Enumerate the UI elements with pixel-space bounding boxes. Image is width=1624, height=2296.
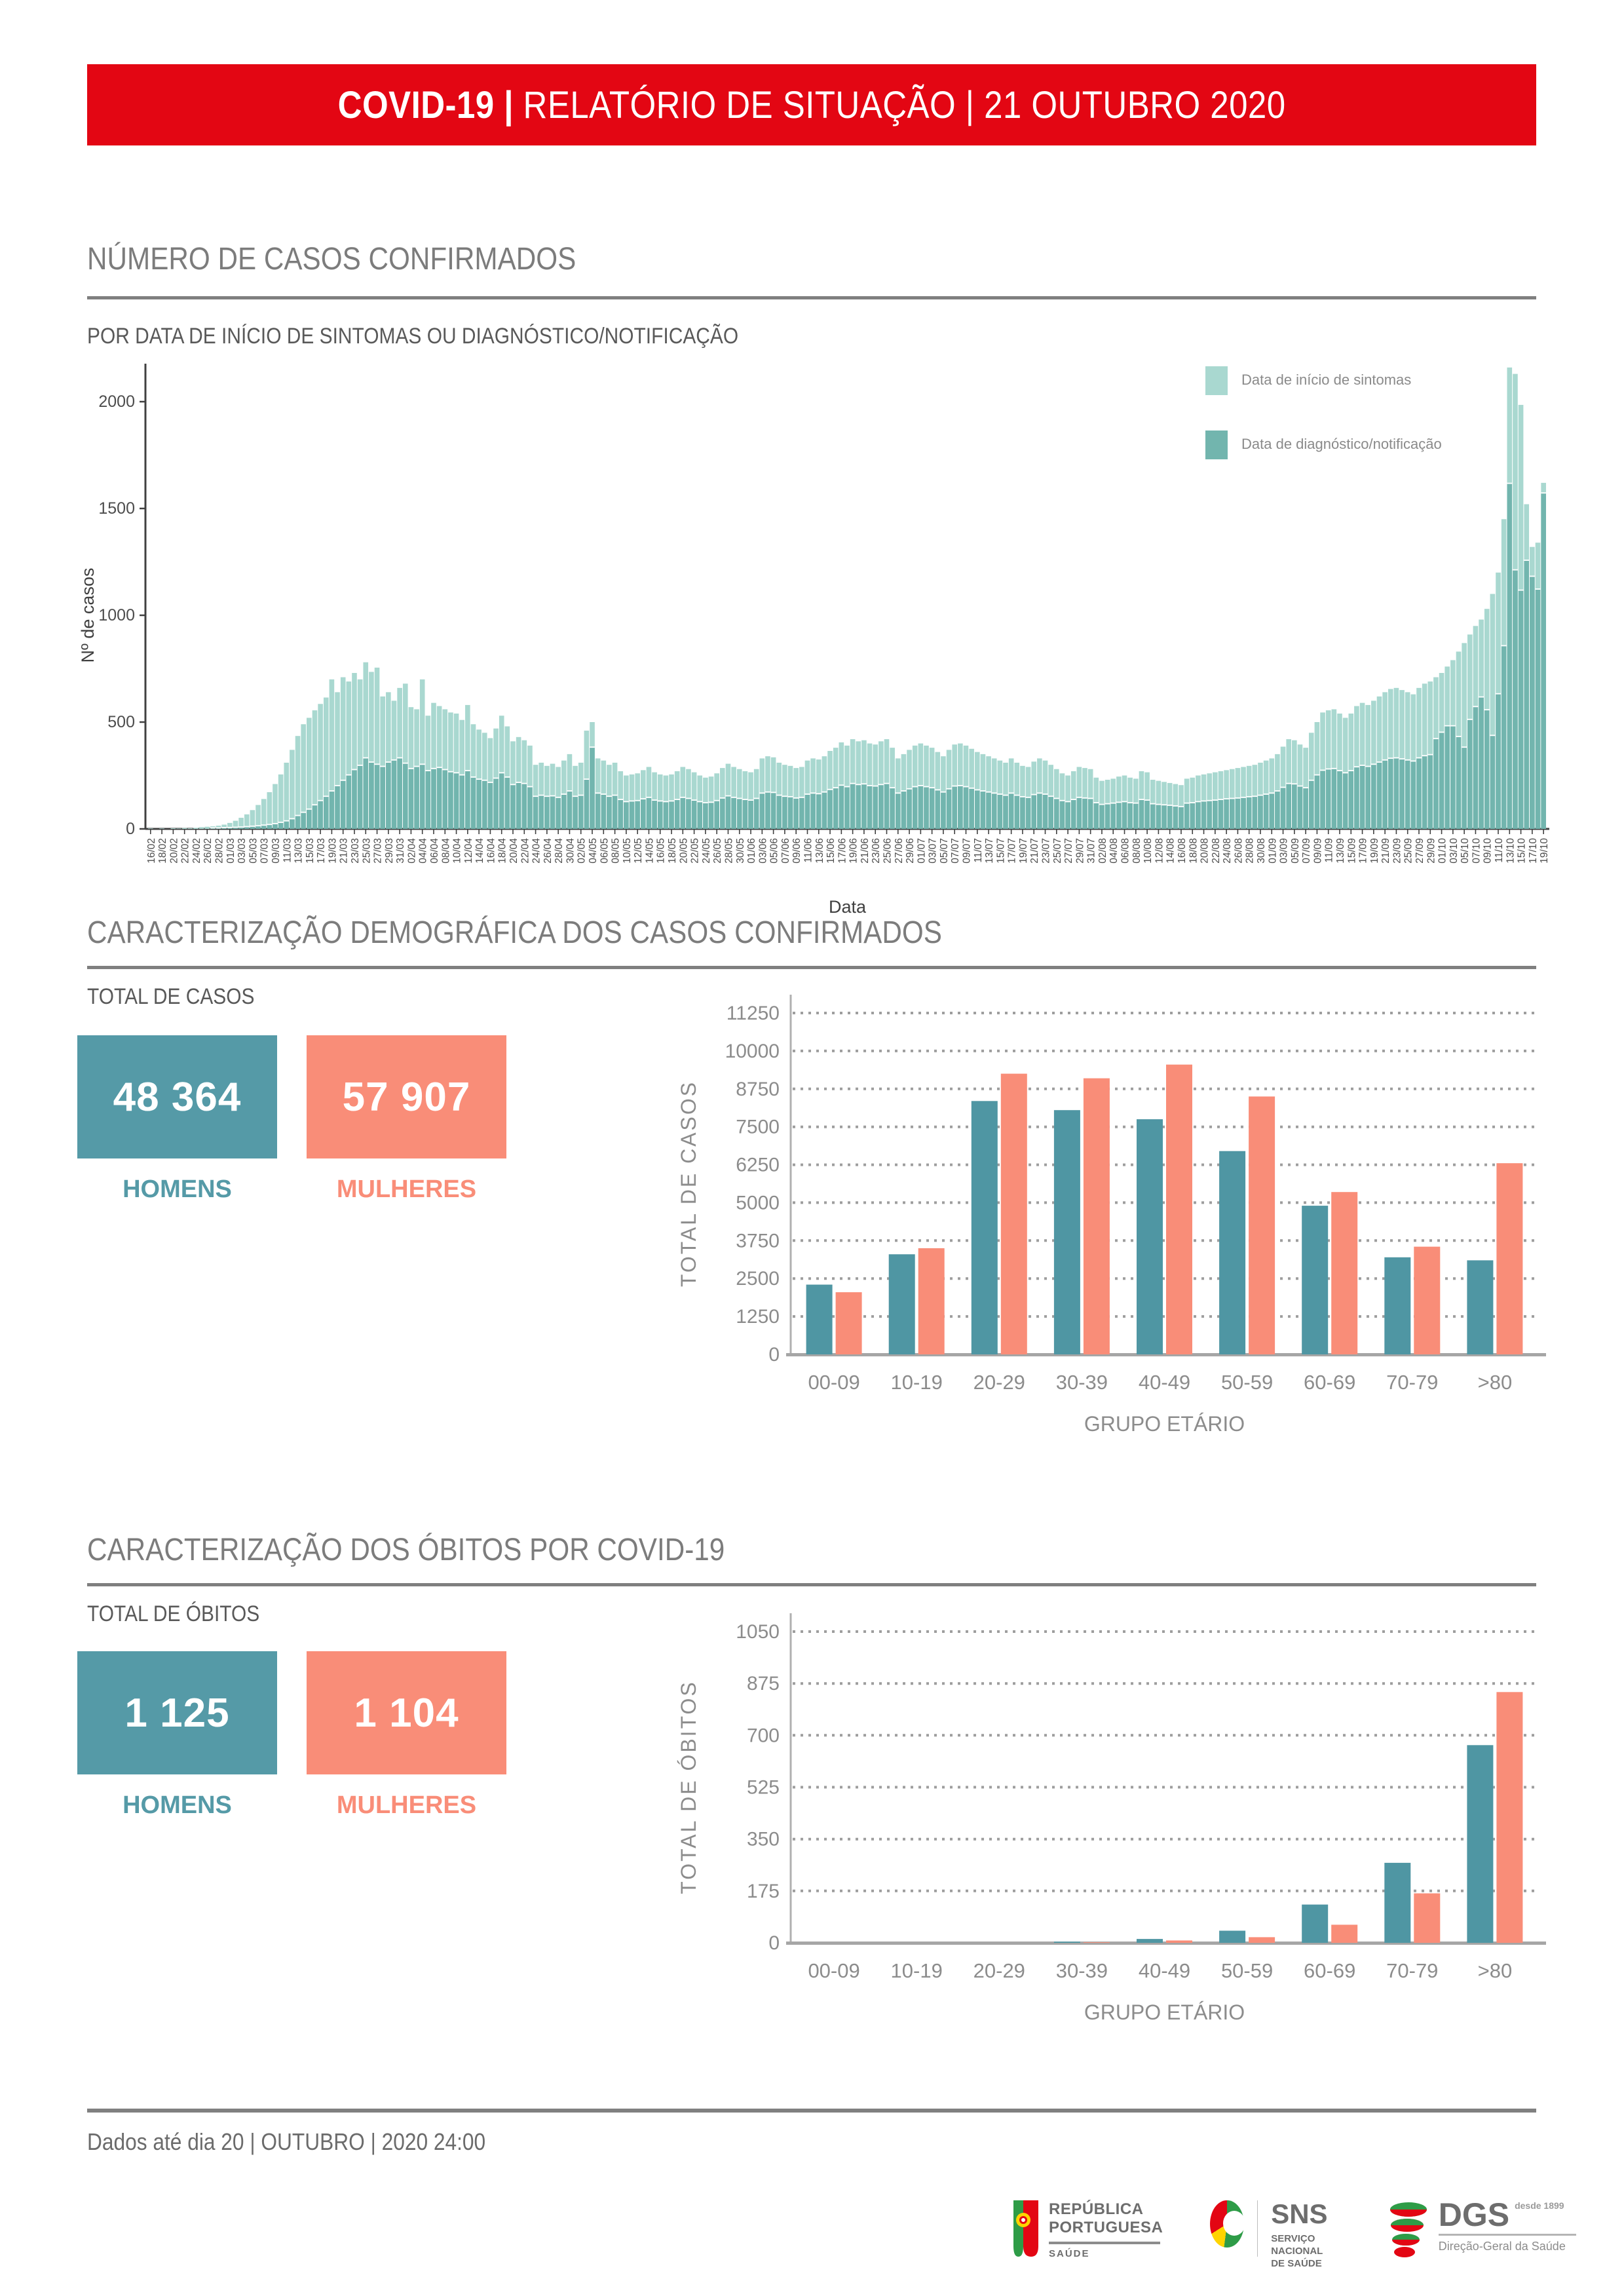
svg-text:23/03: 23/03 (349, 838, 361, 864)
svg-text:10/08: 10/08 (1142, 838, 1154, 864)
svg-text:05/03: 05/03 (248, 838, 259, 864)
svg-text:21/06: 21/06 (859, 838, 871, 864)
svg-text:19/09: 19/09 (1369, 838, 1380, 864)
cases-men-label: HOMENS (123, 1176, 232, 1203)
svg-text:2500: 2500 (736, 1268, 780, 1290)
chart3-ylabel: TOTAL DE ÓBITOS (677, 1680, 700, 1894)
dgs-leaf-icon (1389, 2200, 1429, 2261)
svg-text:29/07: 29/07 (1074, 838, 1086, 864)
svg-text:09/06: 09/06 (791, 838, 803, 864)
dgs-logo-divider (1439, 2234, 1576, 2236)
svg-text:25/03: 25/03 (361, 838, 373, 864)
svg-text:27/09: 27/09 (1414, 838, 1426, 864)
section-deaths-rule (87, 1583, 1536, 1586)
svg-text:03/10: 03/10 (1448, 838, 1460, 864)
svg-text:26/02: 26/02 (202, 838, 214, 864)
svg-text:12/08: 12/08 (1154, 838, 1165, 864)
svg-text:13/06: 13/06 (814, 838, 825, 864)
chart2-xlabel: GRUPO ETÁRIO (1084, 1412, 1245, 1435)
chart2-svg (668, 976, 1546, 1435)
svg-text:3750: 3750 (736, 1230, 780, 1252)
svg-text:09/03: 09/03 (270, 838, 282, 864)
svg-text:31/07: 31/07 (1086, 838, 1097, 864)
section-cases-title: NÚMERO DE CASOS CONFIRMADOS (87, 242, 576, 277)
sns-logo-sub2: DE SAÚDE (1271, 2257, 1322, 2269)
cases-women-label: MULHERES (336, 1176, 477, 1203)
chart2-bars (806, 1065, 1523, 1394)
svg-text:01/06: 01/06 (746, 838, 758, 864)
svg-text:10000: 10000 (725, 1040, 780, 1062)
rp-logo-saude: SAÚDE (1049, 2248, 1090, 2260)
svg-text:1250: 1250 (736, 1306, 780, 1328)
svg-text:01/07: 01/07 (916, 838, 928, 864)
total-deaths-label: TOTAL DE ÓBITOS (87, 1601, 260, 1626)
svg-text:10-19: 10-19 (890, 1371, 943, 1394)
svg-text:17/09: 17/09 (1357, 838, 1369, 864)
svg-text:50-59: 50-59 (1220, 1371, 1274, 1394)
svg-text:28/02: 28/02 (214, 838, 225, 864)
svg-text:25/09: 25/09 (1403, 838, 1414, 864)
section-cases-rule (87, 296, 1536, 299)
svg-text:700: 700 (746, 1725, 780, 1747)
svg-text:08/04: 08/04 (440, 838, 452, 864)
svg-text:15/10: 15/10 (1516, 838, 1528, 864)
svg-text:07/07: 07/07 (950, 838, 962, 864)
data-cutoff-note: Dados até dia 20 | OUTUBRO | 2020 24:00 (87, 2128, 486, 2155)
svg-text:30/05: 30/05 (734, 838, 746, 864)
svg-text:16/08: 16/08 (1176, 838, 1188, 864)
rp-logo-line1: REPÚBLICA (1049, 2200, 1144, 2218)
svg-text:8750: 8750 (736, 1078, 780, 1100)
svg-text:20-29: 20-29 (973, 1371, 1025, 1394)
footer-logos (1012, 2196, 1566, 2270)
svg-text:>80: >80 (1477, 1371, 1513, 1394)
svg-text:00-09: 00-09 (808, 1371, 860, 1394)
sns-logo (1210, 2200, 1341, 2270)
svg-text:15/07: 15/07 (995, 838, 1007, 864)
svg-text:18/08: 18/08 (1188, 838, 1199, 864)
section-demographics-title: CARACTERIZAÇÃO DEMOGRÁFICA DOS CASOS CONFIRMADOS (87, 915, 942, 950)
svg-text:30-39: 30-39 (1055, 1371, 1108, 1394)
sns-ring-icon (1210, 2200, 1243, 2248)
svg-text:13/09: 13/09 (1334, 838, 1346, 864)
svg-text:>80: >80 (1477, 1959, 1513, 1982)
svg-text:26/08: 26/08 (1233, 838, 1245, 864)
cases-by-age-chart (668, 976, 1546, 1435)
svg-text:00-09: 00-09 (808, 1959, 860, 1982)
svg-text:26/04: 26/04 (542, 838, 554, 864)
svg-text:27/03: 27/03 (372, 838, 384, 864)
sns-logo-text: SNS (1271, 2198, 1328, 2229)
svg-text:28/05: 28/05 (723, 838, 735, 864)
svg-text:30-39: 30-39 (1055, 1959, 1108, 1982)
svg-text:875: 875 (746, 1673, 780, 1695)
svg-text:02/05: 02/05 (576, 838, 588, 864)
rp-logo-line2: PORTUGUESA (1049, 2218, 1163, 2236)
svg-text:29/03: 29/03 (383, 838, 395, 864)
svg-text:07/03: 07/03 (259, 838, 271, 864)
deaths-men-label: HOMENS (123, 1791, 232, 1819)
epi-ylabel: Nº de casos (78, 567, 98, 663)
svg-text:13/07: 13/07 (984, 838, 996, 864)
dgs-logo (1389, 2196, 1576, 2261)
dgs-logo-sub: Direção-Geral da Saúde (1438, 2240, 1566, 2253)
svg-text:04/05: 04/05 (588, 838, 599, 864)
svg-text:17/07: 17/07 (1006, 838, 1018, 864)
svg-text:09/07: 09/07 (961, 838, 973, 864)
svg-text:0: 0 (768, 1344, 780, 1366)
svg-text:03/09: 03/09 (1278, 838, 1290, 864)
svg-text:30/04: 30/04 (565, 838, 576, 864)
svg-text:1050: 1050 (736, 1621, 780, 1643)
svg-text:17/06: 17/06 (837, 838, 848, 864)
svg-text:525: 525 (746, 1776, 780, 1799)
svg-text:22/04: 22/04 (519, 838, 531, 864)
svg-text:22/02: 22/02 (179, 838, 191, 864)
section-deaths-title: CARACTERIZAÇÃO DOS ÓBITOS POR COVID-19 (87, 1533, 725, 1567)
deaths-women-label: MULHERES (336, 1791, 477, 1819)
epi-legend (1205, 366, 1442, 459)
portuguese-flag-icon (1012, 2200, 1040, 2261)
svg-text:10-19: 10-19 (890, 1959, 943, 1982)
svg-text:24/08: 24/08 (1222, 838, 1234, 864)
x-axis-date-labels (146, 829, 1550, 864)
section-demographics-rule (87, 966, 1536, 969)
svg-text:1000: 1000 (98, 606, 135, 624)
dgs-logo-text: DGS (1438, 2196, 1510, 2233)
svg-text:08/08: 08/08 (1131, 838, 1142, 864)
svg-text:09/09: 09/09 (1312, 838, 1324, 864)
svg-text:26/05: 26/05 (712, 838, 724, 864)
svg-text:01/10: 01/10 (1437, 838, 1448, 864)
svg-text:28/04: 28/04 (554, 838, 565, 864)
svg-text:0: 0 (126, 820, 135, 838)
svg-text:60-69: 60-69 (1304, 1959, 1356, 1982)
total-cases-label: TOTAL DE CASOS (87, 984, 255, 1009)
svg-text:15/09: 15/09 (1346, 838, 1358, 864)
svg-text:0: 0 (768, 1932, 780, 1954)
svg-text:20-29: 20-29 (973, 1959, 1025, 1982)
svg-text:11/03: 11/03 (282, 838, 293, 863)
svg-text:19/07: 19/07 (1017, 838, 1029, 864)
svg-text:16/05: 16/05 (655, 838, 667, 864)
svg-text:7500: 7500 (736, 1116, 780, 1138)
svg-text:50-59: 50-59 (1220, 1959, 1274, 1982)
svg-text:20/04: 20/04 (508, 838, 519, 864)
svg-text:03/03: 03/03 (236, 838, 248, 864)
svg-text:27/07: 27/07 (1063, 838, 1075, 864)
svg-text:30/08: 30/08 (1255, 838, 1267, 864)
chart3-xlabel: GRUPO ETÁRIO (1084, 2000, 1245, 2024)
svg-text:10/04: 10/04 (451, 838, 463, 864)
svg-text:14/04: 14/04 (474, 838, 486, 864)
report-banner (87, 64, 1536, 145)
svg-text:19/06: 19/06 (848, 838, 859, 864)
svg-text:03/06: 03/06 (757, 838, 769, 864)
svg-text:07/10: 07/10 (1471, 838, 1482, 864)
svg-text:2000: 2000 (98, 392, 135, 411)
svg-text:350: 350 (746, 1828, 780, 1850)
svg-text:07/06: 07/06 (780, 838, 791, 864)
svg-text:14/05: 14/05 (644, 838, 656, 864)
svg-text:09/10: 09/10 (1482, 838, 1494, 864)
svg-text:31/03: 31/03 (395, 838, 407, 864)
sns-logo-sub1: SERVIÇO NACIONAL (1271, 2233, 1323, 2257)
svg-text:21/09: 21/09 (1380, 838, 1392, 864)
diagnosis-bars (210, 483, 1546, 829)
svg-text:12/05: 12/05 (633, 838, 645, 864)
svg-text:22/05: 22/05 (689, 838, 701, 864)
svg-text:24/05: 24/05 (700, 838, 712, 864)
sns-logo-divider (1257, 2200, 1258, 2257)
banner-title-bold: COVID-19 | (337, 83, 514, 126)
svg-text:10/05: 10/05 (621, 838, 633, 864)
svg-text:04/04: 04/04 (417, 838, 429, 864)
deaths-women-value-box: 1 104 (307, 1651, 506, 1774)
svg-text:21/07: 21/07 (1029, 838, 1041, 864)
svg-text:20/02: 20/02 (168, 838, 180, 864)
svg-text:17/10: 17/10 (1527, 838, 1539, 864)
svg-text:05/09: 05/09 (1289, 838, 1301, 864)
svg-text:02/04: 02/04 (406, 838, 418, 864)
deaths-men-value-box: 1 125 (77, 1651, 277, 1774)
svg-text:08/05: 08/05 (610, 838, 622, 864)
epi-xlabel: Data (828, 897, 867, 917)
svg-text:175: 175 (746, 1880, 780, 1902)
svg-text:23/07: 23/07 (1040, 838, 1052, 864)
chart2-ylabel: TOTAL DE CASOS (677, 1080, 700, 1288)
chart3-svg (668, 1592, 1546, 2051)
svg-text:01/09: 01/09 (1267, 838, 1279, 864)
svg-text:04/08: 04/08 (1108, 838, 1120, 864)
banner-title-rest: RELATÓRIO DE SITUAÇÃO | 21 OUTUBRO 2020 (523, 83, 1286, 126)
svg-text:70-79: 70-79 (1386, 1371, 1439, 1394)
svg-text:05/07: 05/07 (938, 838, 950, 864)
dgs-logo-since: desde 1899 (1515, 2200, 1564, 2211)
svg-text:13/03: 13/03 (293, 838, 305, 864)
republica-portuguesa-logo (1012, 2200, 1163, 2261)
svg-text:40-49: 40-49 (1138, 1371, 1191, 1394)
svg-text:03/07: 03/07 (927, 838, 939, 864)
svg-text:70-79: 70-79 (1386, 1959, 1439, 1982)
svg-text:21/03: 21/03 (338, 838, 350, 864)
deaths-by-age-chart (668, 1592, 1546, 2051)
cases-women-value-box: 57 907 (307, 1035, 506, 1158)
svg-text:18/04: 18/04 (497, 838, 508, 864)
svg-text:6250: 6250 (736, 1154, 780, 1176)
svg-text:40-49: 40-49 (1138, 1959, 1191, 1982)
svg-text:13/10: 13/10 (1505, 838, 1517, 864)
svg-text:20/05: 20/05 (678, 838, 690, 864)
svg-text:19/03: 19/03 (327, 838, 339, 864)
svg-text:02/08: 02/08 (1097, 838, 1108, 864)
svg-text:22/08: 22/08 (1210, 838, 1222, 864)
svg-text:15/03: 15/03 (304, 838, 316, 864)
cases-men-value-box: 48 364 (77, 1035, 277, 1158)
svg-text:11250: 11250 (726, 1003, 780, 1024)
svg-text:24/02: 24/02 (191, 838, 202, 864)
svg-text:06/04: 06/04 (428, 838, 440, 864)
epi-curve-svg (69, 357, 1569, 934)
svg-text:20/08: 20/08 (1199, 838, 1211, 864)
svg-text:11/10: 11/10 (1494, 838, 1505, 863)
svg-text:15/06: 15/06 (825, 838, 837, 864)
svg-text:07/09: 07/09 (1301, 838, 1313, 864)
svg-text:500: 500 (107, 713, 135, 731)
svg-text:23/09: 23/09 (1391, 838, 1403, 864)
svg-text:25/06: 25/06 (882, 838, 894, 864)
svg-text:01/03: 01/03 (225, 838, 236, 864)
svg-text:5000: 5000 (736, 1192, 780, 1214)
svg-text:17/03: 17/03 (316, 838, 328, 864)
svg-text:1500: 1500 (98, 499, 135, 518)
svg-text:Data de diagnóstico/notificaçã: Data de diagnóstico/notificação (1241, 436, 1442, 452)
svg-text:28/08: 28/08 (1244, 838, 1256, 864)
svg-text:18/02: 18/02 (157, 838, 169, 864)
svg-text:19/10: 19/10 (1539, 838, 1551, 864)
svg-text:23/06: 23/06 (871, 838, 882, 864)
svg-text:27/06: 27/06 (893, 838, 905, 864)
svg-text:06/08: 06/08 (1120, 838, 1131, 864)
svg-text:29/06: 29/06 (905, 838, 916, 864)
svg-text:25/07: 25/07 (1051, 838, 1063, 864)
svg-text:16/02: 16/02 (145, 838, 157, 864)
svg-text:05/10: 05/10 (1460, 838, 1471, 864)
svg-text:12/04: 12/04 (463, 838, 474, 864)
rp-logo-divider (1049, 2242, 1160, 2244)
svg-text:18/05: 18/05 (667, 838, 679, 864)
epi-curve-chart (69, 357, 1569, 934)
svg-text:24/04: 24/04 (531, 838, 542, 864)
footer-rule (87, 2109, 1536, 2113)
svg-text:11/06: 11/06 (803, 838, 814, 863)
section-cases-subtitle: POR DATA DE INÍCIO DE SINTOMAS OU DIAGNÓSTICO/NOTIFICAÇÃO (87, 324, 739, 349)
svg-text:29/09: 29/09 (1426, 838, 1437, 864)
svg-text:05/06: 05/06 (768, 838, 780, 864)
svg-text:Data de início de sintomas: Data de início de sintomas (1241, 372, 1412, 388)
svg-text:16/04: 16/04 (485, 838, 497, 864)
svg-text:14/08: 14/08 (1165, 838, 1177, 864)
svg-text:11/09: 11/09 (1323, 838, 1335, 863)
svg-text:06/05: 06/05 (599, 838, 611, 864)
svg-text:11/07: 11/07 (972, 838, 984, 863)
svg-text:60-69: 60-69 (1304, 1371, 1356, 1394)
